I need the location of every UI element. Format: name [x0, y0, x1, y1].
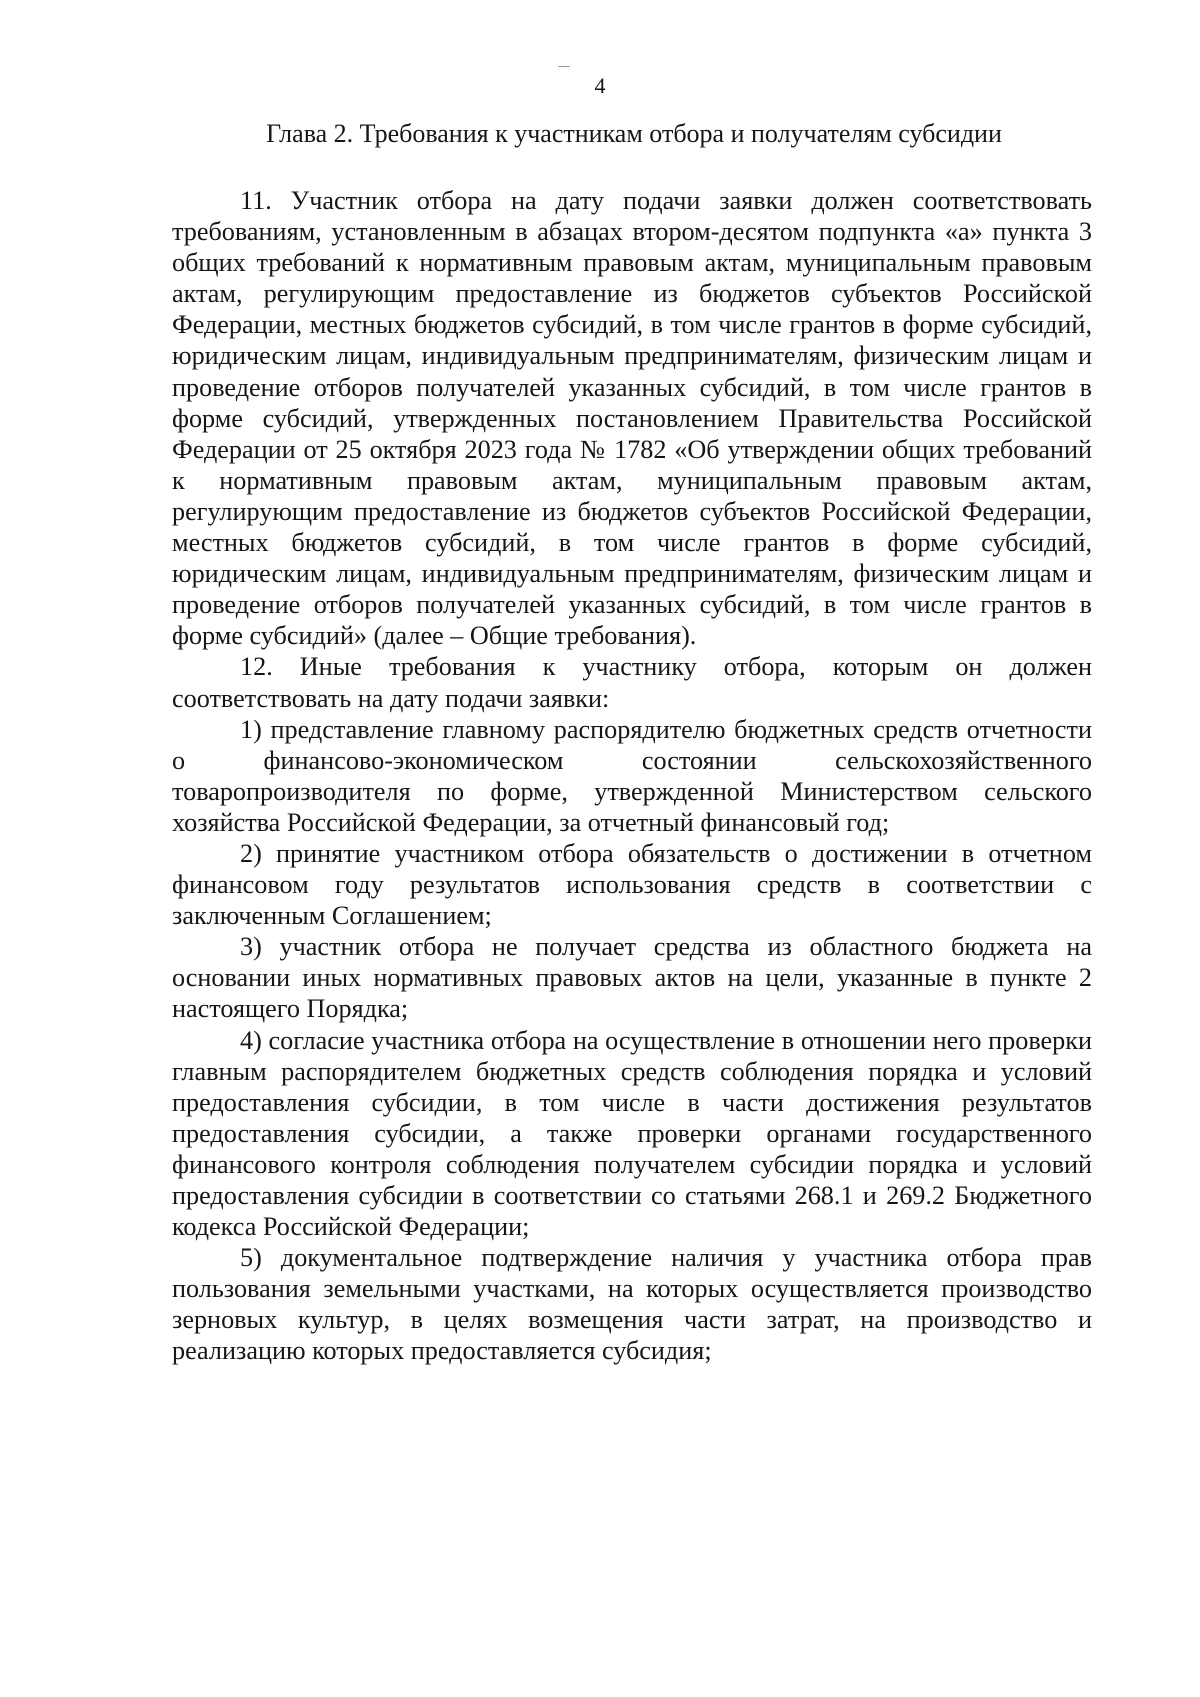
paragraph-11: 11. Участник отбора на дату подачи заявки должен соответствовать требованиям, установленным в абзацах втором-десятом подпункта «а» пункта 3 общих требований к нормативным правовым актам, муниципальным правовым актам, регулирующим предоставление из бюджетов субъектов Российской Федерации, местных бюджетов субсидий, в том числе грантов в форме субсидий, юридическим лицам, индивидуальным предпринимателям, физическим лицам и проведение отборов получателей указанных субсидий, в том числе грантов в форме субсидий, утвержденных постановлением Правительства Российской Федерации от 25 октября 2023 года № 1782 «Об утверждении общих требований к нормативным правовым актам, муниципальным правовым актам, регулирующим предоставление из бюджетов субъектов Российской Федерации, местных бюджетов субсидий, в том числе грантов в форме субсидий, юридическим лицам, индивидуальным предпринимателям, физическим лицам и проведение отборов получателей указанных субсидий, в том числе грантов в форме субсидий» (далее – Общие требования). [172, 186, 1092, 651]
list-item-3: 3) участник отбора не получает средства из областного бюджета на основании иных нормативных правовых актов на цели, указанные в пункте 2 настоящего Порядка; [172, 932, 1092, 1024]
scan-speck [558, 66, 570, 67]
list-item-1: 1) представление главному распорядителю бюджетных средств отчетности о финансово-экономическом состоянии сельскохозяйственного товаропроизводителя по форме, утвержденной Министерством сельского хозяйства Российской Федерации, за отчетный финансовый год; [172, 714, 1092, 837]
list-item-5: 5) документальное подтверждение наличия у участника отбора прав пользования земельными участками, на которых осуществляется производство зерновых культур, в целях возмещения части затрат, на производство и реализацию которых предоставляется субсидия; [172, 1243, 1092, 1366]
document-body [172, 185, 1092, 1367]
list-item-2: 2) принятие участником отбора обязательств о достижении в отчетном финансовом году результатов использования средств в соответствии с заключенным Соглашением; [172, 838, 1092, 931]
paragraph-12: 12. Иные требования к участнику отбора, которым он должен соответствовать на дату подачи заявки: [172, 652, 1092, 713]
page-number: 4 [594, 73, 606, 98]
chapter-title: Глава 2. Требования к участникам отбора и получателям субсидии [266, 119, 1002, 148]
list-item-4: 4) согласие участника отбора на осуществление в отношении него проверки главным распорядителем бюджетных средств соблюдения порядка и условий предоставления субсидии, в том числе в части достижения результатов предоставления субсидии, а также проверки органами государственного финансового контроля соблюдения получателем субсидии порядка и условий предоставления субсидии в соответствии со статьями 268.1 и 269.2 Бюджетного кодекса Российской Федерации; [172, 1025, 1092, 1242]
